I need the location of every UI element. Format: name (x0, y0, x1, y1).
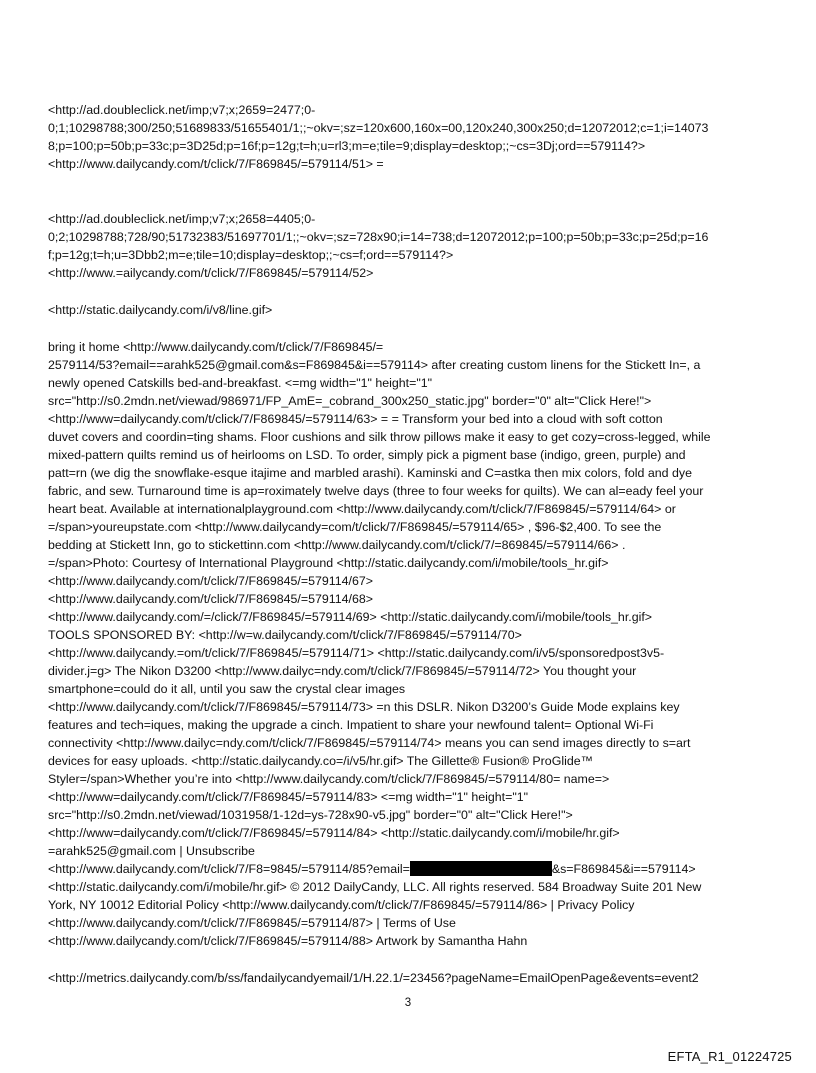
text-line: 0;1;10298788;300/250;51689833/51655401/1;;~okv=;sz=120x600,160x=00,120x240,300x250;d=12072012;c=1;i=14073 (48, 121, 709, 135)
text-line: =/span>Photo: Courtesy of International Playground <http://static.dailycandy.com/i/mobile/tools_hr.gif> (48, 556, 609, 570)
bates-number: EFTA_R1_01224725 (667, 1049, 792, 1064)
text-line: src="http://s0.2mdn.net/viewad/986971/FP_AmE=_cobrand_300x250_static.jpg" border="0" alt="Click Here!"> (48, 394, 652, 408)
redaction-box (410, 861, 552, 876)
text-line: <http://www=dailycandy.com/t/click/7/F869845/=579114/63> = = Transform your bed into a cloud with soft cotton (48, 412, 663, 426)
text-line: <http://metrics.dailycandy.com/b/ss/fandailycandyemail/1/H.22.1/=23456?pageName=EmailOpenPage&events=event2 (48, 971, 699, 985)
text-line: <http://www.dailycandy.com/=/click/7/F869845/=579114/69> <http://static.dailycandy.com/i/mobile/tools_hr.gif> (48, 610, 653, 624)
text-line: <http://ad.doubleclick.net/imp;v7;x;2659=2477;0- (48, 103, 316, 117)
text-line: patt=rn (we dig the snowflake-esque itajime and marbled arashi). Kaminski and C=astka then mix colors, fold and dye (48, 466, 692, 480)
text-line: <http://www.dailycandy.com/t/click/7/F869845/=579114/88> Artwork by Samantha Hahn (48, 934, 528, 948)
text-line: devices for easy uploads. <http://static.dailycandy.co=/i/v5/hr.gif> The Gillette® Fusion® ProGlide™ (48, 754, 594, 768)
text-line: heart beat. Available at internationalplayground.com <http://www.dailycandy.com/t/click/7/F869845/=579114/64> or (48, 502, 676, 516)
text-line: <http://www.dailycandy.com/t/click/7/F869845/=579114/51> = (48, 157, 384, 171)
text-line: TOOLS SPONSORED BY: <http://w=w.dailycandy.com/t/click/7/F869845/=579114/70> (48, 628, 522, 642)
text-line: duvet covers and coordin=ting shams. Floor cushions and silk throw pillows make it easy to get cozy=cross-legged, while (48, 430, 711, 444)
text-line: <http://www.=ailycandy.com/t/click/7/F869845/=579114/52> (48, 266, 374, 280)
text-line: <http://www.dailycandy.=om/t/click/7/F869845/=579114/71> <http://static.dailycandy.com/i/v5/sponsoredpost3v5- (48, 646, 665, 660)
text-line: newly opened Catskills bed-and-breakfast. <=mg width="1" height="1" (48, 376, 433, 390)
text-line: <http://www=dailycandy.com/t/click/7/F869845/=579114/84> <http://static.dailycandy.com/i/mobile/hr.gif> (48, 826, 620, 840)
text-line: <http://ad.doubleclick.net/imp;v7;x;2658=4405;0- (48, 212, 316, 226)
text-segment: &s=F869845&i==579114> (551, 862, 696, 876)
text-line: Styler=/span>Whether you’re into <http://www.dailycandy.com/t/click/7/F869845/=579114/80= name=> (48, 772, 610, 786)
text-segment: <http://www.dailycandy.com/t/click/7/F8=9845/=579114/85?email= (48, 862, 410, 876)
text-line: =/span>youreupstate.com <http://www.dailycandy=com/t/click/7/F869845/=579114/65> , $96-$2,400. To see the (48, 520, 662, 534)
text-line-redacted (48, 860, 696, 878)
text-line: bedding at Stickett Inn, go to stickettinn.com <http://www.dailycandy.com/t/click/7/=869845/=579114/66> . (48, 538, 626, 552)
text-line: <http://static.dailycandy.com/i/v8/line.gif> (48, 303, 273, 317)
text-line: 8;p=100;p=50b;p=33c;p=3D25d;p=16f;p=12g;t=h;u=rl3;m=e;tile=9;display=desktop;;~cs=3Dj;ord==579114?> (48, 139, 646, 153)
text-line: mixed-pattern quilts remind us of heirlooms on LSD. To order, simply pick a pigment base (indigo, green, purple) and (48, 448, 686, 462)
text-line: 2579114/53?email==arahk525@gmail.com&s=F869845&i==579114> after creating custom linens for the Stickett In=, a (48, 358, 701, 372)
text-line: divider.j=g> The Nikon D3200 <http://www.dailyc=ndy.com/t/click/7/F869845/=579114/72> You thought your (48, 664, 637, 678)
text-line: <http://static.dailycandy.com/i/mobile/hr.gif> © 2012 DailyCandy, LLC. All rights reserved. 584 Broadway Suite 201 New (48, 880, 702, 894)
text-line: connectivity <http://www.dailyc=ndy.com/t/click/7/F869845/=579114/74> means you can send images directly to s=art (48, 736, 691, 750)
text-line: <http://www.dailycandy.com/t/click/7/F869845/=579114/73> =n this DSLR. Nikon D3200’s Guide Mode explains key (48, 700, 680, 714)
text-line: 0;2;10298788;728/90;51732383/51697701/1;;~okv=;sz=728x90;i=14=738;d=12072012;p=100;p=50b;p=33c;p=25d;p=16 (48, 230, 709, 244)
text-line: =arahk525@gmail.com | Unsubscribe (48, 844, 255, 858)
text-line: York, NY 10012 Editorial Policy <http://www.dailycandy.com/t/click/7/F869845/=579114/86> | Privacy Policy (48, 898, 635, 912)
text-line: fabric, and sew. Turnaround time is ap=roximately twelve days (three to four weeks for quilts). We can al=eady feel your (48, 484, 704, 498)
text-line: src="http://s0.2mdn.net/viewad/1031958/1-12d=ys-728x90-v5.jpg" border="0" alt="Click Here!"> (48, 808, 573, 822)
text-line: <http://www=dailycandy.com/t/click/7/F869845/=579114/83> <=mg width="1" height="1" (48, 790, 529, 804)
text-line: features and tech=iques, making the upgrade a cinch. Impatient to share your newfound talent= Optional Wi-Fi (48, 718, 654, 732)
text-line: smartphone=could do it all, until you saw the crystal clear images (48, 682, 406, 696)
page-number: 3 (404, 997, 412, 1009)
text-line: <http://www.dailycandy.com/t/click/7/F869845/=579114/68> (48, 592, 373, 606)
text-line: <http://www.dailycandy.com/t/click/7/F869845/=579114/87> | Terms of Use (48, 916, 456, 930)
text-line: f;p=12g;t=h;u=3Dbb2;m=e;tile=10;display=desktop;;~cs=f;ord==579114?> (48, 248, 454, 262)
text-line: <http://www.dailycandy.com/t/click/7/F869845/=579114/67> (48, 574, 373, 588)
text-line: bring it home <http://www.dailycandy.com/t/click/7/F869845/= (48, 340, 384, 354)
